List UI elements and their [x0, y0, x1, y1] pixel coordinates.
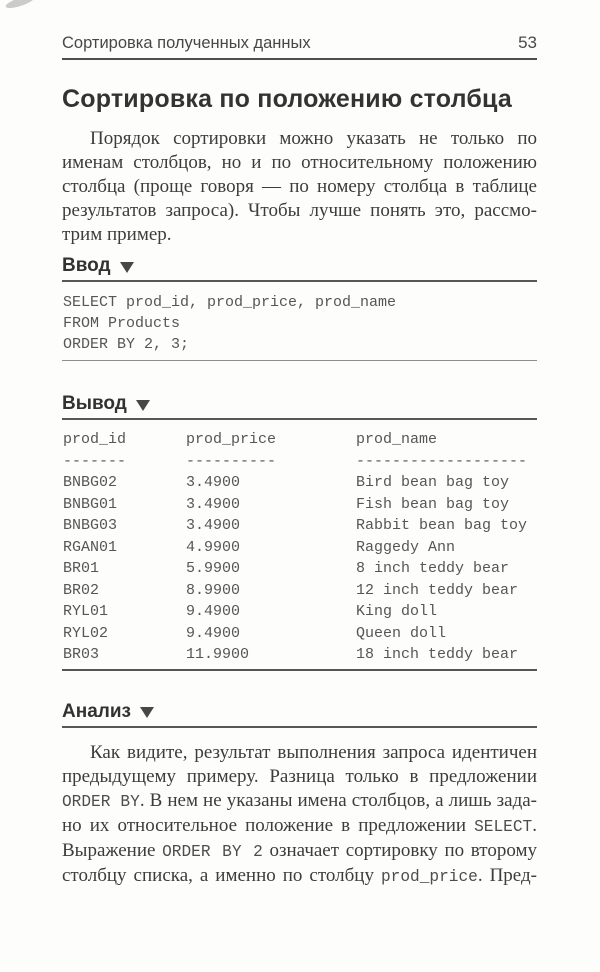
table-cell: BR01 [63, 560, 100, 577]
text-line [63, 313, 537, 334]
text-run: . [532, 814, 537, 836]
text-line [62, 223, 537, 247]
analysis-section-label: Анализ [62, 700, 131, 722]
inline-code: ORDER BY [62, 792, 140, 811]
text-line [62, 839, 537, 864]
inline-code: prod_price [380, 867, 478, 886]
table-cell: 4.9900 [186, 538, 241, 556]
table-cell: 9.4900 [186, 624, 241, 642]
analysis-section-heading [62, 701, 537, 728]
inline-code: ORDER BY 2 [162, 842, 263, 861]
table-cell: 8.9900 [186, 581, 241, 599]
table-cell: RGAN01 [63, 538, 118, 556]
input-section-label: Ввод [62, 255, 111, 276]
table-cell: 11.9900 [186, 646, 250, 663]
table-cell: prod_name [356, 431, 438, 448]
down-triangle-icon [140, 707, 154, 718]
text-run: результатов запроса). Чтобы лучше понять это, рассмо- [62, 200, 537, 221]
text-line [62, 765, 537, 789]
text-line [62, 814, 537, 839]
down-triangle-icon [120, 262, 134, 273]
table-cell: BR02 [63, 581, 100, 599]
table-cell: RYL01 [63, 603, 109, 620]
table-cell: 5.9900 [186, 560, 241, 577]
inline-code: SELECT [474, 817, 533, 836]
table-cell: Queen doll [356, 624, 447, 642]
text-run: Порядок сортировки можно указать не только по [90, 128, 537, 149]
text-line [63, 292, 537, 313]
page-number: 53 [518, 33, 537, 52]
text-line [62, 741, 537, 765]
table-cell: 3.4900 [186, 474, 241, 491]
scan-artifact [4, 0, 35, 10]
table-cell: BNBG03 [63, 517, 118, 534]
table-row [63, 558, 537, 580]
page-title: Сортировка по положению столбца [62, 85, 513, 113]
text-line [62, 151, 537, 175]
table-cell: ---------- [186, 452, 277, 470]
table-cell: 3.4900 [186, 517, 241, 534]
table-cell: 9.4900 [186, 603, 241, 620]
running-header [62, 33, 537, 60]
text-run: Как видите, результат выполнения запроса идентичен [90, 741, 537, 763]
text-line [62, 127, 537, 151]
table-row [63, 494, 537, 516]
text-run: столбца (проще говоря — по номеру столбца в таблице [62, 176, 537, 197]
table-row [63, 472, 537, 494]
text-run: ORDER BY 2, 3; [63, 336, 190, 353]
table-cell: ------------------- [356, 452, 528, 470]
table-row [63, 644, 537, 666]
text-run: Выражение [62, 839, 163, 861]
table-cell: ------- [63, 452, 127, 470]
output-section-heading [62, 393, 537, 420]
table-cell: prod_id [63, 431, 127, 448]
text-run: SELECT prod_id, prod_price, prod_name [63, 294, 397, 311]
result-table [62, 420, 537, 671]
running-header-title: Сортировка полученных данных [62, 34, 311, 52]
output-section-label: Вывод [62, 393, 127, 414]
table-row [63, 623, 537, 645]
sql-code-block [62, 282, 537, 361]
table-cell: 8 inch teddy bear [356, 560, 510, 577]
text-run: предыдущему примеру. Разница только в предложении [62, 765, 537, 787]
text-run: трим пример. [62, 224, 172, 245]
text-line [62, 175, 537, 199]
text-run: но их относительное положение в предложении [62, 814, 475, 836]
table-cell: Rabbit bean bag toy [356, 517, 528, 534]
table-cell: 12 inch teddy bear [356, 581, 519, 599]
text-line [62, 789, 537, 814]
table-cell: RYL02 [63, 624, 109, 642]
table-cell: BNBG02 [63, 474, 118, 491]
table-row [63, 601, 537, 623]
down-triangle-icon [136, 400, 150, 411]
text-run: . Пред- [477, 864, 537, 886]
table-row [63, 515, 537, 537]
intro-paragraph [62, 127, 537, 247]
text-run: именам столбцов, но и по относительному положению [62, 152, 537, 173]
table-cell: Raggedy Ann [356, 538, 456, 556]
table-cell: 18 inch teddy bear [356, 646, 519, 663]
text-run: . В нем не указаны имена столбцов, а лишь зада- [139, 789, 538, 811]
table-cell: BR03 [63, 646, 100, 663]
input-section-heading [62, 255, 537, 282]
table-cell: Bird bean bag toy [356, 474, 510, 491]
text-run: FROM Products [63, 315, 181, 332]
text-line [63, 334, 537, 355]
text-run: столбцу списка, а именно по столбцу [62, 864, 381, 886]
table-separator-row [63, 451, 537, 473]
analysis-paragraph [62, 741, 537, 889]
table-cell: King doll [356, 603, 438, 620]
table-cell: BNBG01 [63, 495, 118, 513]
table-row [63, 537, 537, 559]
table-row [63, 580, 537, 602]
table-header-row [63, 429, 537, 451]
text-run: означает сортировку по второму [262, 839, 537, 861]
table-cell: Fish bean bag toy [356, 495, 510, 513]
table-cell: prod_price [186, 431, 277, 448]
text-line [62, 199, 537, 223]
text-line [62, 864, 537, 889]
table-cell: 3.4900 [186, 495, 241, 513]
